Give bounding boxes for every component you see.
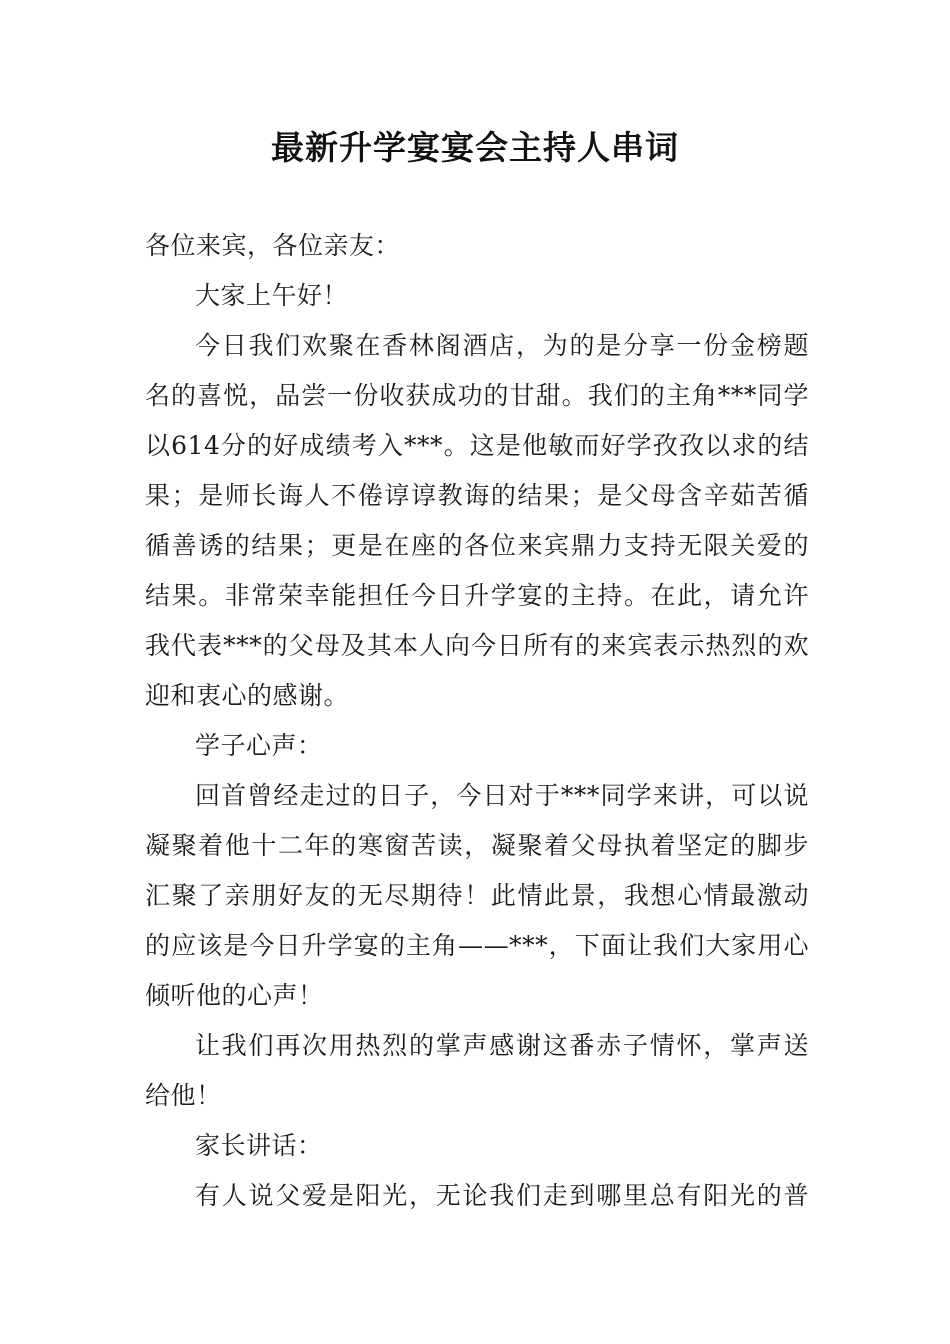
text-line: 汇聚了亲朋好友的无尽期待！此情此景，我想心情最激动 [145,881,809,910]
text-line: 大家上午好！ [195,281,349,310]
text-line: 循善诱的结果；更是在座的各位来宾鼎力支持无限关爱的 [145,531,809,560]
text-line: 让我们再次用热烈的掌声感谢这番赤子情怀，掌声送 [195,1031,809,1060]
text-line: 果；是师长诲人不倦谆谆教诲的结果；是父母含辛茹苦循 [145,481,809,510]
text-line: 给他！ [145,1081,222,1110]
text-line: 我代表***的父母及其本人向今日所有的来宾表示热烈的欢 [145,631,809,660]
text-line: 以614分的好成绩考入***。这是他敏而好学孜孜以求的结 [145,431,809,460]
text-line: 回首曾经走过的日子，今日对于***同学来讲，可以说 [195,781,809,810]
text-line: 学子心声： [195,731,323,760]
text-line: 的应该是今日升学宴的主角——***，下面让我们大家用心 [145,931,809,960]
document-body [145,221,809,1221]
text-line: 结果。非常荣幸能担任今日升学宴的主持。在此，请允许 [145,581,809,610]
text-line: 各位来宾，各位亲友： [145,231,401,260]
text-line: 家长讲话： [195,1131,323,1160]
text-line: 今日我们欢聚在香林阁酒店，为的是分享一份金榜题 [195,331,809,360]
text-line: 倾听他的心声！ [145,981,324,1010]
text-line: 凝聚着他十二年的寒窗苦读，凝聚着父母执着坚定的脚步 [145,831,809,860]
text-line: 迎和衷心的感谢。 [145,681,350,710]
text-line: 有人说父爱是阳光，无论我们走到哪里总有阳光的普 [195,1181,809,1210]
document-title: 最新升学宴宴会主持人串词 [271,128,679,167]
text-line: 名的喜悦，品尝一份收获成功的甘甜。我们的主角***同学 [145,381,809,410]
